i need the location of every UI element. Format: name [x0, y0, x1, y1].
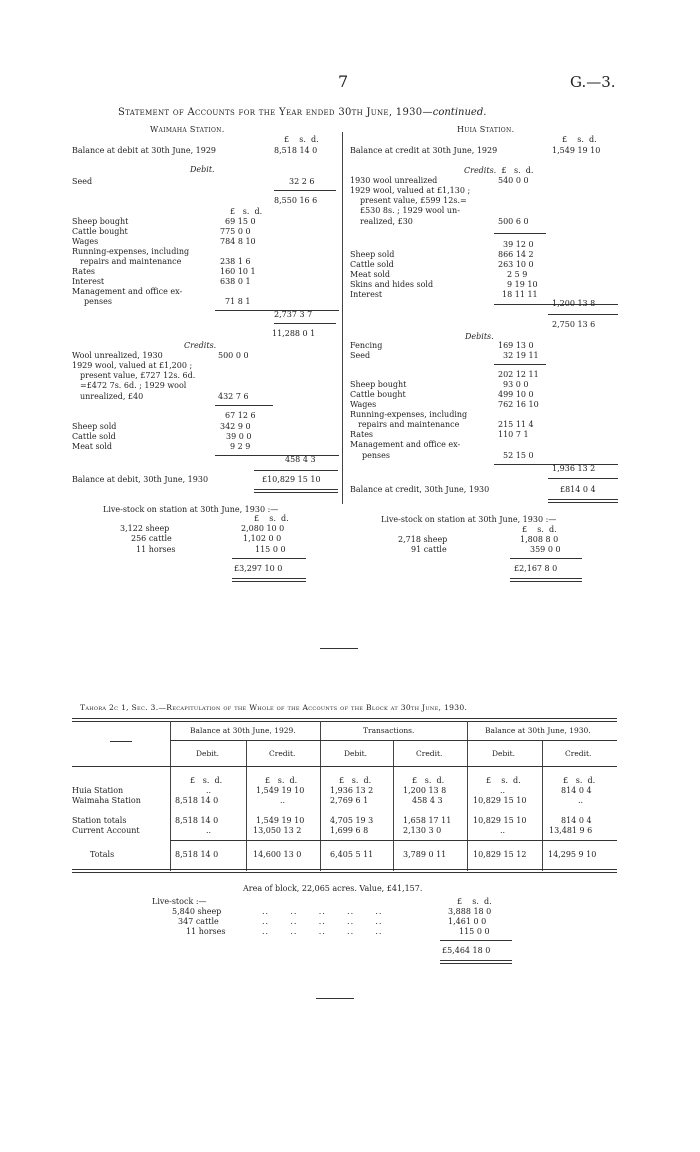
list-item-label: unrealized, £40 — [80, 392, 144, 401]
table-cell: .. — [578, 796, 584, 805]
waimaha-subtotal1: 8,550 16 6 — [274, 196, 318, 205]
huia-livestock-title: Live-stock on station at 30th June, 1930 :— — [381, 515, 557, 524]
huia-livestock-double-rule — [510, 578, 582, 582]
list-item-amount: 32 19 11 — [503, 351, 539, 360]
list-item-label: Meat sold — [72, 442, 113, 451]
recap-header-rule — [72, 766, 617, 767]
list-item-label: Management and office ex- — [72, 287, 183, 296]
waimaha-opening-amount: 8,518 14 0 — [274, 146, 318, 155]
list-item-label: 1930 wool unrealized — [350, 176, 438, 185]
table-cell: .. — [500, 826, 506, 835]
list-item-label: 1929 wool, valued at £1,130 ; — [350, 186, 471, 195]
list-item-label: Interest — [350, 290, 383, 299]
huia-debit-subtotal: 202 12 11 — [498, 370, 539, 379]
list-item-label: Wages — [350, 400, 377, 409]
list-item-dots: .. .. .. .. .. — [262, 917, 383, 926]
list-item-amount: 52 15 0 — [503, 451, 534, 460]
table-cell: 1,549 19 10 — [256, 816, 305, 825]
huia-rule — [548, 314, 618, 315]
recap-currency-row: £ s. d. — [486, 776, 521, 785]
table-row-label: Station totals — [72, 816, 127, 825]
list-item-label: present value, £727 12s. 6d. — [80, 371, 196, 380]
table-cell: 2,769 6 1 — [330, 796, 369, 805]
table-cell: 814 0 4 — [561, 816, 592, 825]
recap-col-line — [467, 721, 468, 871]
recap-currency-row: £ s. d. — [190, 776, 223, 785]
list-item-label: penses — [362, 451, 390, 460]
recap-top-rule — [72, 718, 617, 722]
list-item-amount: 762 16 10 — [498, 400, 539, 409]
table-cell: 14,600 13 0 — [253, 850, 302, 859]
waimaha-livestock-total: £3,297 10 0 — [234, 564, 283, 573]
recap-bottom-rule — [72, 869, 617, 873]
recap-subheader: Credit. — [565, 749, 592, 758]
list-item-amount: 263 10 0 — [498, 260, 534, 269]
list-item-label: Interest — [72, 277, 105, 286]
waimaha-credit-total: 458 4 3 — [285, 455, 316, 464]
huia-closing-double-rule — [548, 499, 618, 503]
list-item-label: 11 horses — [186, 927, 226, 936]
waimaha-items-total: 2,737 3 7 — [274, 310, 313, 319]
table-cell: .. — [206, 826, 212, 835]
table-cell: 1,549 19 10 — [256, 786, 305, 795]
recap-group-rule — [170, 740, 617, 741]
shilling-sign: s. — [299, 135, 306, 144]
list-item-amount: 342 9 0 — [220, 422, 251, 431]
waimaha-livestock-currency: £ s. d. — [254, 514, 289, 523]
table-cell: 13,481 9 6 — [549, 826, 593, 835]
list-item-amount: 169 13 0 — [498, 341, 534, 350]
table-cell: 814 0 4 — [561, 786, 592, 795]
huia-livestock-total: £2,167 8 0 — [514, 564, 558, 573]
list-item-label: Management and office ex- — [350, 440, 461, 449]
waimaha-seed-amount: 32 2 6 — [289, 177, 315, 186]
table-cell: 8,518 14 0 — [175, 850, 219, 859]
recap-subheader: Debit. — [344, 749, 368, 758]
column-divider — [342, 132, 343, 504]
recap-col-line — [393, 740, 394, 871]
huia-livestock-rule — [510, 558, 582, 559]
list-item-amount: 1,808 8 0 — [520, 535, 559, 544]
huia-credit-rule — [494, 233, 546, 234]
table-cell: 14,295 9 10 — [548, 850, 597, 859]
table-row-label: Huia Station — [72, 786, 124, 795]
title-main: Statement of Accounts for the Year ended 30th June, 1930— — [118, 107, 433, 118]
list-item-label: Running-expenses, including — [72, 247, 190, 256]
section-separator — [320, 648, 358, 649]
list-item-label: 2,718 sheep — [398, 535, 448, 544]
list-item-label: Rates — [350, 430, 374, 439]
list-item-label: Running-expenses, including — [350, 410, 468, 419]
waimaha-opening-label: Balance at debit at 30th June, 1929 — [72, 146, 217, 155]
recap-livestock-rule — [440, 940, 512, 941]
list-item-amount: 540 0 0 — [498, 176, 529, 185]
document-reference: G.—3. — [570, 73, 616, 91]
huia-debit-total: 1,936 13 2 — [552, 464, 596, 473]
table-cell: 10,829 15 10 — [473, 816, 527, 825]
table-cell: .. — [206, 786, 212, 795]
list-item-amount: 500 0 0 — [218, 351, 249, 360]
list-item-amount: 238 1 6 — [220, 257, 251, 266]
list-item-label: 11 horses — [136, 545, 176, 554]
recap-col-line — [246, 740, 247, 871]
list-item-amount: 784 8 10 — [220, 237, 256, 246]
waimaha-closing-amount: £10,829 15 10 — [262, 475, 321, 484]
table-cell: 3,789 0 11 — [403, 850, 447, 859]
list-item-label: Cattle sold — [72, 432, 116, 441]
list-item-label: Cattle bought — [72, 227, 128, 236]
waimaha-subtotal2: 11,288 0 1 — [272, 329, 316, 338]
list-item-amount: 160 10 1 — [220, 267, 256, 276]
list-item-label: Skins and hides sold — [350, 280, 434, 289]
list-item-amount: 69 15 0 — [225, 217, 256, 226]
list-item-amount: 3,888 18 0 — [448, 907, 492, 916]
table-cell: .. — [500, 786, 506, 795]
recap-currency-row: £ s. d. — [265, 776, 298, 785]
list-item-label: Sheep sold — [350, 250, 395, 259]
list-item-amount: 2,080 10 0 — [241, 524, 285, 533]
table-cell: 13,050 13 2 — [253, 826, 302, 835]
table-cell: 458 4 3 — [412, 796, 443, 805]
list-item-label: Cattle bought — [350, 390, 406, 399]
list-item-amount: 93 0 0 — [503, 380, 529, 389]
table-cell: 8,518 14 0 — [175, 816, 219, 825]
pound-sign: £ — [284, 135, 290, 144]
waimaha-credit-items-rule — [215, 455, 339, 456]
list-item-label: Wool unrealized, 1930 — [72, 351, 163, 360]
recap-group-header: Balance at 30th June, 1930. — [485, 726, 591, 735]
list-item-label: realized, £30 — [360, 217, 413, 226]
closing-separator — [316, 998, 354, 999]
waimaha-rule — [254, 470, 338, 471]
waimaha-livestock-rule — [232, 558, 306, 559]
page-number: 7 — [338, 72, 349, 91]
huia-currency-header: £ s. d. — [562, 135, 597, 144]
list-item-amount: 638 0 1 — [220, 277, 251, 286]
list-item-dots: .. .. .. .. .. — [262, 927, 383, 936]
huia-credit-total: 1,200 13 8 — [552, 299, 596, 308]
table-cell: 10,829 15 10 — [473, 796, 527, 805]
recap-group-header: Transactions. — [363, 726, 415, 735]
huia-opening-amount: 1,549 19 10 — [552, 146, 601, 155]
recap-subheader: Debit. — [492, 749, 516, 758]
waimaha-currency-header — [284, 136, 319, 144]
list-item-label: 3,122 sheep — [120, 524, 170, 533]
table-cell: 4,705 19 3 — [330, 816, 374, 825]
pence-sign: d. — [311, 135, 319, 144]
list-item-amount: 432 7 6 — [218, 392, 249, 401]
table-cell: 1,658 17 11 — [403, 816, 452, 825]
waimaha-title: Waimaha Station. — [150, 125, 225, 134]
list-item-label: penses — [84, 297, 112, 306]
recap-col-line — [170, 721, 171, 871]
list-item-amount: 39 0 0 — [226, 432, 252, 441]
recap-area-line: Area of block, 22,065 acres. Value, £41,157. — [243, 884, 423, 893]
recap-livestock-title: Live-stock :— — [152, 897, 207, 906]
huia-livestock-currency: £ s. d. — [522, 525, 557, 534]
list-item-amount: 71 8 1 — [225, 297, 251, 306]
table-cell: .. — [280, 796, 286, 805]
list-item-label: repairs and maintenance — [80, 257, 182, 266]
recap-currency-row: £ s. d. — [563, 776, 596, 785]
list-item-amount: 359 0 0 — [530, 545, 561, 554]
table-row-label: Current Account — [72, 826, 140, 835]
recap-currency-row: £ s. d. — [339, 776, 372, 785]
huia-title: Huia Station. — [457, 125, 515, 134]
list-item-amount: 215 11 4 — [498, 420, 534, 429]
waimaha-debit-heading: Debit. — [190, 165, 215, 174]
list-item-label: repairs and maintenance — [358, 420, 460, 429]
table-cell: 8,518 14 0 — [175, 796, 219, 805]
list-item-amount: 9 2 9 — [230, 442, 251, 451]
list-item-amount: 775 0 0 — [220, 227, 251, 236]
waimaha-credit-rule — [215, 405, 273, 406]
list-item-label: Sheep bought — [350, 380, 407, 389]
huia-credit-heading: Credits. — [464, 166, 497, 175]
waimaha-livestock-double-rule — [232, 578, 306, 582]
recap-currency-row: £ s. d. — [412, 776, 445, 785]
waimaha-items-currency: £ s. d. — [230, 207, 263, 216]
huia-debit-heading: Debits. — [465, 332, 494, 341]
list-item-amount: 866 14 2 — [498, 250, 534, 259]
table-cell: 10,829 15 12 — [473, 850, 527, 859]
huia-credit-header: Credits. £ s. d. — [464, 166, 534, 175]
list-item-label: =£472 7s. 6d. ; 1929 wool — [80, 381, 187, 390]
huia-debit-rule — [494, 364, 546, 365]
list-item-label: Rates — [72, 267, 96, 276]
list-item-label: Meat sold — [350, 270, 391, 279]
list-item-amount: 110 7 1 — [498, 430, 529, 439]
table-row-label: Waimaha Station — [72, 796, 141, 805]
table-cell: 1,200 13 8 — [403, 786, 447, 795]
list-item-label: 347 cattle — [178, 917, 219, 926]
list-item-label: £530 8s. ; 1929 wool un- — [360, 206, 460, 215]
list-item-label: Cattle sold — [350, 260, 394, 269]
list-item-label: Seed — [350, 351, 371, 360]
table-cell: 6,405 5 11 — [330, 850, 374, 859]
table-cell: 2,130 3 0 — [403, 826, 442, 835]
recap-subheader: Credit. — [416, 749, 443, 758]
huia-rule — [548, 478, 618, 479]
list-item-amount: 499 10 0 — [498, 390, 534, 399]
list-item-amount: 500 6 0 — [498, 217, 529, 226]
waimaha-rule — [274, 323, 336, 324]
recap-livestock-double-rule — [440, 960, 512, 964]
list-item-label: Fencing — [350, 341, 383, 350]
waimaha-closing-label: Balance at debit, 30th June, 1930 — [72, 475, 209, 484]
recap-dash — [110, 741, 132, 742]
list-item-amount: 115 0 0 — [459, 927, 490, 936]
recap-subheader: Credit. — [269, 749, 296, 758]
huia-opening-label: Balance at credit at 30th June, 1929 — [350, 146, 498, 155]
huia-closing-amount: £814 0 4 — [560, 485, 596, 494]
waimaha-credit-heading: Credits. — [184, 341, 217, 350]
list-item-dots: .. .. .. .. .. — [262, 907, 383, 916]
statement-title — [118, 108, 486, 118]
recap-livestock-currency: £ s. d. — [457, 897, 492, 906]
list-item-amount: 1,102 0 0 — [243, 534, 282, 543]
list-item-amount: 1,461 0 0 — [448, 917, 487, 926]
huia-subtotal: 2,750 13 6 — [552, 320, 596, 329]
table-row-label: Totals — [90, 850, 115, 859]
list-item-label: present value, £599 12s.= — [360, 196, 467, 205]
huia-closing-label: Balance at credit, 30th June, 1930 — [350, 485, 490, 494]
waimaha-rule — [274, 190, 336, 191]
table-cell: 1,936 13 2 — [330, 786, 374, 795]
list-item-label: 5,840 sheep — [172, 907, 222, 916]
huia-credit-subtotal: 39 12 0 — [503, 240, 534, 249]
waimaha-closing-double-rule — [254, 489, 338, 493]
waimaha-livestock-title: Live-stock on station at 30th June, 1930 :— — [103, 505, 279, 514]
recap-col-line — [542, 740, 543, 871]
list-item-amount: 18 11 11 — [502, 290, 538, 299]
list-item-label: 256 cattle — [131, 534, 172, 543]
recap-group-header: Balance at 30th June, 1929. — [190, 726, 296, 735]
list-item-amount: 115 0 0 — [255, 545, 286, 554]
title-continued: continued. — [432, 107, 487, 118]
waimaha-seed-label: Seed — [72, 177, 93, 186]
list-item-label: Wages — [72, 237, 99, 246]
recap-subheader: Debit. — [196, 749, 220, 758]
list-item-label: Sheep bought — [72, 217, 129, 226]
recap-livestock-total: £5,464 18 0 — [442, 946, 491, 955]
table-cell: 1,699 6 8 — [330, 826, 369, 835]
recap-totals-rule — [170, 840, 617, 841]
list-item-label: 1929 wool, valued at £1,200 ; — [72, 361, 193, 370]
waimaha-credit-subtotal: 67 12 6 — [225, 411, 256, 420]
list-item-amount: 9 19 10 — [507, 280, 538, 289]
list-item-label: 91 cattle — [411, 545, 447, 554]
recap-title: Tahora 2c 1, Sec. 3.—Recapitulation of the Whole of the Accounts of the Block at 30th June, 1930. — [80, 703, 468, 712]
list-item-label: Sheep sold — [72, 422, 117, 431]
list-item-amount: 2 5 9 — [507, 270, 528, 279]
recap-col-line — [320, 721, 321, 871]
